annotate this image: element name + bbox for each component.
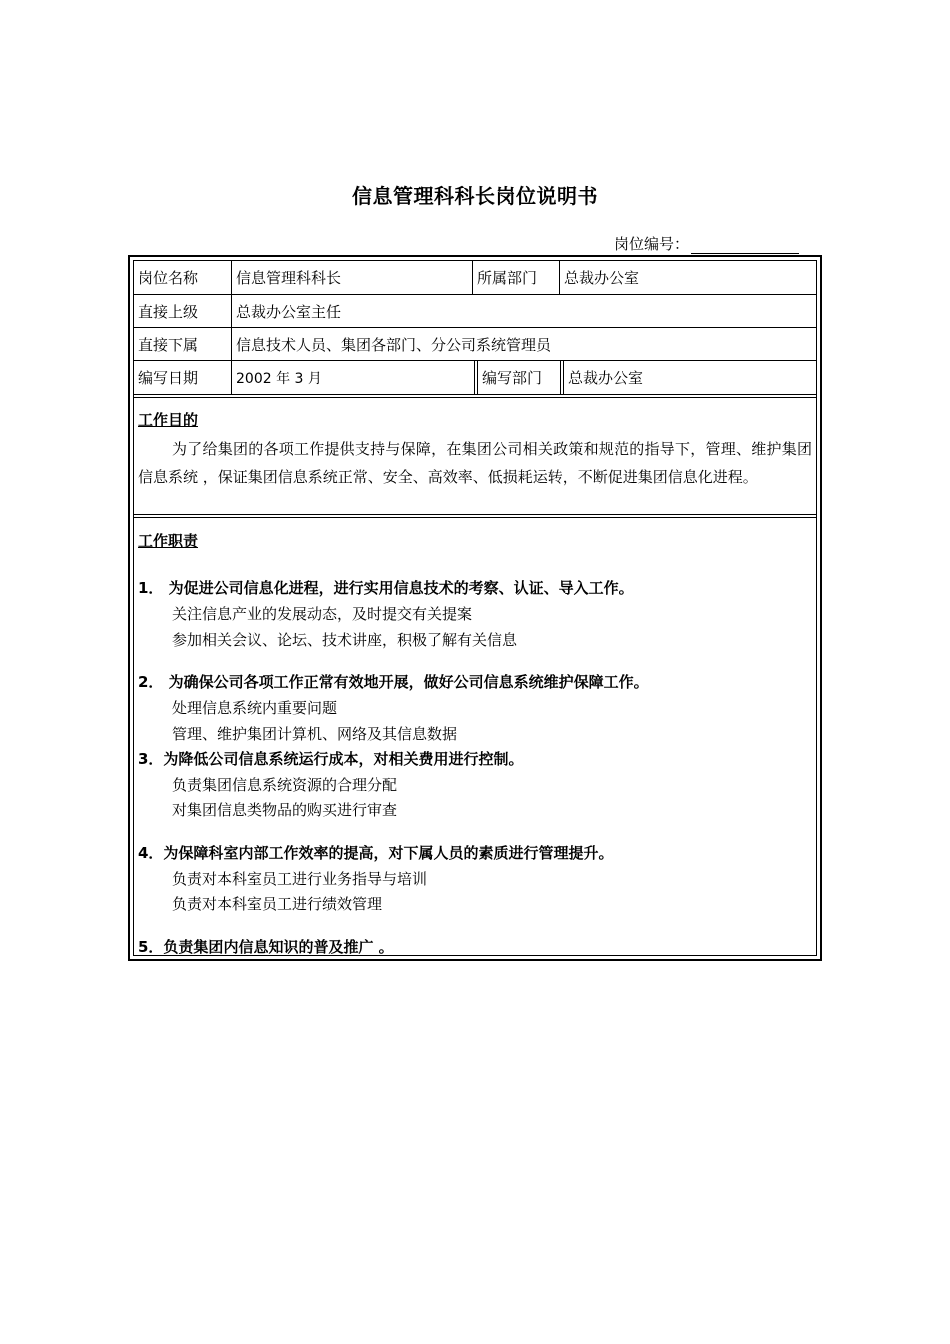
- duty-group-2-item-1: [138, 697, 337, 718]
- info-row-supervisor: [134, 295, 816, 327]
- table-inner-border: [133, 260, 817, 956]
- supervisor-value: 总裁办公室主任: [236, 302, 342, 321]
- position-name-value: 信息管理科科长: [236, 269, 342, 287]
- duty-group-2-item-2: [138, 723, 457, 744]
- subordinates-value: 信息技术人员、集团各部门、分公司系统管理员: [236, 335, 552, 354]
- duty-group-1-item-2: [138, 629, 517, 650]
- info-row-subordinates: [134, 328, 816, 360]
- date-label: 编写日期: [138, 369, 199, 387]
- duty-group-4-item-1: [138, 868, 427, 889]
- duty-group-4-heading: 4．为保障科室内部工作效率的提高，对下属人员的素质进行管理提升。: [138, 844, 614, 862]
- date-value: 2002 年 3 月: [236, 370, 322, 387]
- duty-item-text: 负责对本科室员工进行业务指导与培训: [172, 870, 428, 888]
- duty-group-3-item-1: [138, 774, 397, 795]
- post-number-label: 岗位编号：: [614, 235, 690, 253]
- duties-heading: 工作职责: [138, 532, 199, 550]
- supervisor-label: 直接上级: [138, 302, 199, 321]
- subordinates-label: 直接下属: [138, 335, 199, 354]
- duty-group-3-item-2: [138, 799, 397, 820]
- duty-item-text: 关注信息产业的发展动态，及时提交有关提案: [172, 605, 473, 623]
- info-row-date: [134, 361, 816, 394]
- duty-group-3-heading: 3．为降低公司信息系统运行成本，对相关费用进行控制。: [138, 750, 524, 768]
- post-number-field: [614, 233, 799, 254]
- duty-item-text: 负责集团信息系统资源的合理分配: [172, 776, 398, 794]
- position-name-label: 岗位名称: [138, 269, 199, 287]
- author-dept-value: 总裁办公室: [568, 369, 644, 387]
- info-row-position: [134, 261, 816, 294]
- duty-item-text: 处理信息系统内重要问题: [172, 699, 338, 717]
- purpose-text: 为了给集团的各项工作提供支持与保障，在集团公司相关政策和规范的指导下，管理、维护集团信息系统 ，保证集团信息系统正常、安全、高效率、低损耗运转，不断促进集团信息化进程。: [138, 440, 812, 486]
- duty-group-2-heading: 2． 为确保公司各项工作正常有效地开展，做好公司信息系统维护保障工作。: [138, 673, 649, 691]
- duty-item-text: 管理、维护集团计算机、网络及其信息数据: [172, 725, 458, 743]
- duty-group-1-item-1: [138, 603, 472, 624]
- department-label: 所属部门: [477, 269, 538, 287]
- duty-group-5-heading: 5．负责集团内信息知识的普及推广 。: [138, 938, 394, 956]
- author-dept-label: 编写部门: [482, 369, 543, 387]
- duty-item-text: 负责对本科室员工进行绩效管理: [172, 895, 383, 913]
- duty-group-1-heading: 1． 为促进公司信息化进程，进行实用信息技术的考察、认证、导入工作。: [138, 579, 634, 597]
- purpose-heading: 工作目的: [138, 411, 199, 429]
- duty-item-text: 对集团信息类物品的购买进行审查: [172, 801, 398, 819]
- job-description-table: [128, 255, 822, 961]
- duty-item-text: 参加相关会议、论坛、技术讲座，积极了解有关信息: [172, 631, 518, 649]
- page-title: 信息管理科科长岗位说明书: [352, 184, 598, 208]
- post-number-blank: [691, 237, 799, 254]
- department-value: 总裁办公室: [564, 269, 640, 287]
- duty-group-4-item-2: [138, 893, 382, 914]
